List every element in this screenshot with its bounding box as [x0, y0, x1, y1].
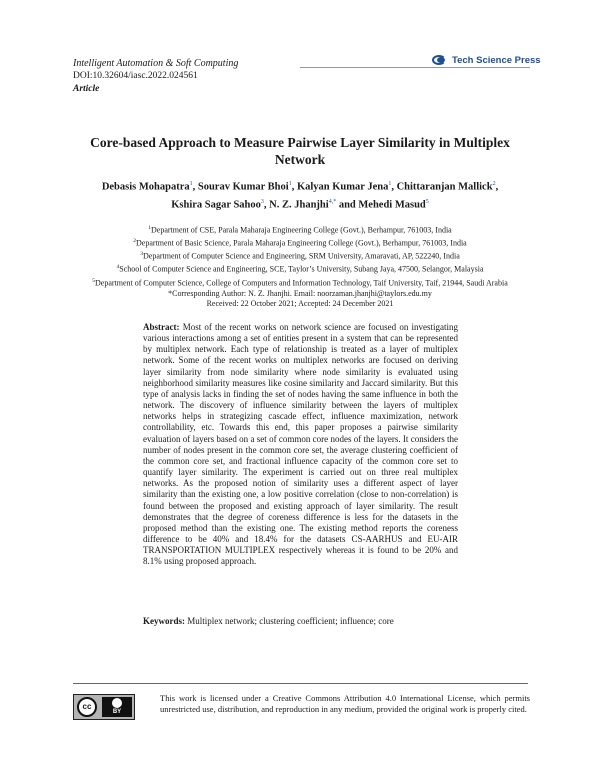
author-name: Debasis Mohapatra: [101, 181, 190, 193]
author-name: Mehedi Masud: [358, 199, 426, 210]
author-name: Sourav Kumar Bhoi: [197, 181, 289, 193]
author-name: Kshira Sagar Sahoo: [171, 199, 261, 210]
author-affil-ref[interactable]: 1: [189, 181, 193, 187]
person-icon: [112, 698, 122, 708]
author-line-2: Kshira Sagar Sahoo$^3$, N. Z. Jhanjhi$^{4,*}$ and Mehedi Masud$^5$: [171, 198, 429, 210]
affiliation-item: $^2$Department of Basic Science, Parala Maharaja Engineering College (Govt.), Berhampur, 761003, India: [133, 238, 467, 248]
title-line-2: Network: [274, 152, 326, 167]
journal-name: Intelligent Automation & Soft Computing: [73, 58, 239, 69]
author-affil-ref[interactable]: 1: [388, 181, 392, 187]
author-name: N. Z. Jhanjhi: [269, 199, 329, 210]
keywords: [143, 616, 458, 626]
author-affil-ref[interactable]: 5: [425, 198, 429, 205]
affiliation-item: $^5$Department of Computer Science, College of Computers and Information Technology, Taif University, Taif, 21944, Saudi Arabia: [92, 277, 508, 288]
publisher-logo-icon: [432, 54, 450, 66]
abstract-label: Abstract:: [143, 322, 180, 332]
affiliation-item: $^3$Department of Computer Science and Engineering, SRM University, Amaravati, AP, 522240, India: [140, 251, 460, 261]
header-divider: [300, 67, 530, 68]
by-label: BY: [112, 709, 122, 715]
abstract: [143, 322, 458, 567]
author-line-1: Debasis Mohapatra$^1$, Sourav Kumar Bhoi$^1$, Kalyan Kumar Jena$^1$, Chittaranjan Mallick$^2$,: [101, 181, 499, 193]
author-and: and: [338, 199, 356, 210]
affiliation-item: $^4$School of Computer Science and Engineering, SCE, Taylor’s University, Subang Jaya, 47500, Selangor, Malaysia: [116, 264, 484, 275]
title-line-1: Core-based Approach to Measure Pairwise Layer Similarity in Multiplex: [90, 135, 510, 150]
author-list: [60, 177, 540, 212]
author-name: Kalyan Kumar Jena: [296, 181, 389, 193]
paper-title: [60, 134, 540, 168]
cc-by-badge[interactable]: [73, 694, 135, 720]
author-affil-ref[interactable]: 4,*: [328, 198, 337, 205]
author-affil-ref[interactable]: 1: [288, 181, 292, 187]
keywords-text: Multiplex network; clustering coefficient; influence; core: [187, 616, 394, 626]
license-text: This work is licensed under a Creative Commons Attribution 4.0 International License, which permits unrestricted use, distribution, and reproduction in any medium, provided the original work is properly cited.: [160, 693, 530, 714]
affiliations: [40, 223, 560, 310]
affiliation-item: $^1$Department of CSE, Parala Maharaja Engineering College (Govt.), Berhampur, 761003, India: [148, 225, 452, 235]
by-icon: [102, 697, 132, 717]
keywords-label: Keywords:: [143, 616, 185, 626]
doi[interactable]: DOI:10.32604/iasc.2022.024561: [73, 71, 198, 81]
received-dates: Received: 22 October 2021; Accepted: 24 December 2021: [206, 299, 394, 309]
author-affil-ref[interactable]: 3: [260, 198, 264, 205]
footer-divider: [73, 683, 528, 684]
publisher-name: Tech Science Press: [452, 54, 541, 66]
author-affil-ref[interactable]: 2: [492, 181, 496, 187]
article-type: Article: [73, 84, 100, 94]
author-name: Chittaranjan Mallick: [396, 181, 493, 193]
publisher-logo: [432, 54, 541, 66]
cc-icon: cc: [77, 697, 97, 717]
abstract-text: Most of the recent works on network science are focused on investigating various interactions among a set of entities present in a system that can be represented by multiplex network. Each type of relationship is treated as a layer of multiplex network. Some of the recent works on multiplex networks are focused on deriving layer similarity from node similarity where node similarity is evaluated using neighborhood similarity measures like cosine similarity and Jaccard similarity. But this type of analysis lacks in finding the set of nodes having the same influence in both the network. The discovery of influence similarity between the layers of multiplex networks helps in strategizing cascade effect, influence maximization, network controllability, etc. Towards this end, this paper proposes a pairwise similarity evaluation of layers based on a set of common core nodes of the layers. It considers the number of nodes present in the common core set, the average clustering coefficient of the common core set, and fractional influence capacity of the common core set to quantify layer similarity. The experiment is carried out on three real multiplex networks. As the proposed notion of similarity uses a different aspect of layer similarity than the existing one, a low positive correlation (close to non-correlation) is found between the proposed and existing approach of layer similarity. The result demonstrates that the degree of coreness difference is less for the datasets in the proposed method than the existing one. The existing method reports the coreness difference to be 40% and 18.4% for the datasets CS-AARHUS and EU-AIR TRANSPORTATION MULTIPLEX respectively whereas it is found to be 20% and 8.1% using proposed approach.: [143, 322, 459, 567]
corresponding-author: *Corresponding Author: N. Z. Jhanjhi. Email: noorzaman.jhanjhi@taylors.edu.my: [168, 288, 432, 298]
